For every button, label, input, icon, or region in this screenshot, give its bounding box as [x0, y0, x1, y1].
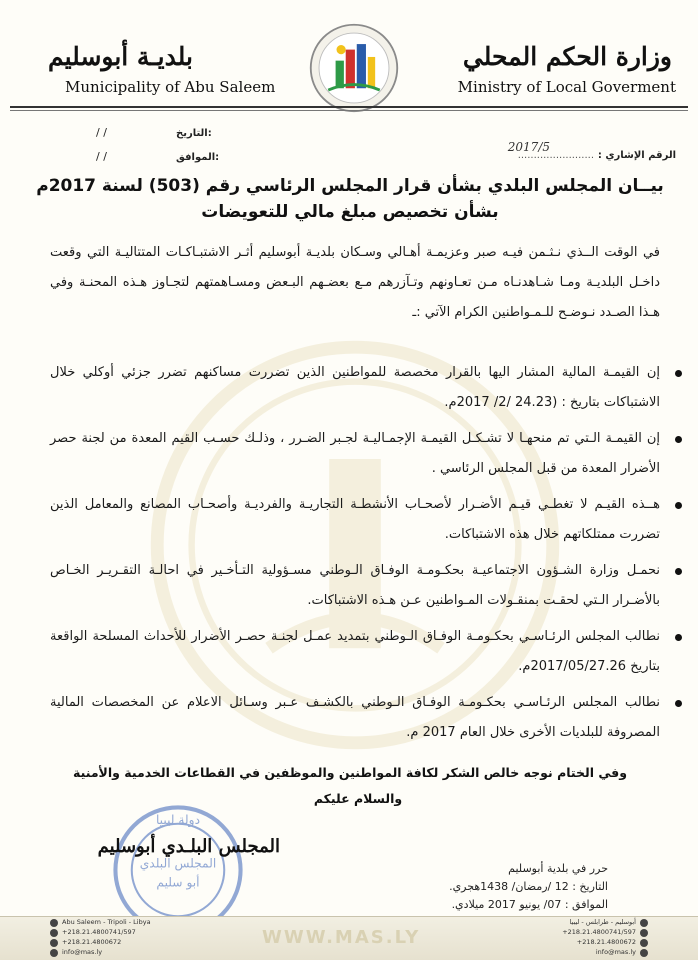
closing-salutation: والسلام عليكم [313, 791, 403, 806]
statement-title-line1: بيــان المجلس البلدي بشأن قرار المجلس الرئاسي رقم (503) لسنة 2017م [36, 176, 664, 196]
reference-dots: ........................ [517, 150, 594, 161]
list-item: نطالب المجلس الرئـاسـي بحكـومـة الوفـاق الـوطني بالكشـف عـبر وسـائل الاعلام عن المخصصات المالية المصروفة للبلديات الأخرى خلال العام 2017 م. [50, 688, 660, 748]
footer-phone2-en: +218.21.4800672 [62, 938, 122, 946]
corresponding-date-label: :الموافق [176, 152, 220, 163]
phone-icon [50, 929, 58, 937]
intro-paragraph: في الوقت الــذي نـثـمن فيـه صبر وعزيمـة أهـالي وسـكان بلديـة أبوسليم أثـر الاشتبـاكـات المتتاليـة التي وقعت داخـل البلديـة ومـا شـاهدنـاه مـن تعـاونهم وتـآزرهم مـع بعضـهم البـعض ومسـاهمتهم لتجـاوز هـذه المحنـة وفي هـذا الصـدد نـوضـح للـمـواطنين الكرام الآتي :ـ [50, 245, 660, 320]
list-item: نطالب المجلس الرئـاسـي بحكـومـة الوفـاق الـوطني بتمديد عمـل لجنـة حصـر الأضرار للأحداث المسلحة الواقعة بتاريخ 2017/05/27.26م. [50, 622, 660, 682]
list-item: هــذه القيـم لا تغطـي قيـم الأضـرار لأصحـاب الأنشطـة التجاريـة والفرديـة وأصحـاب المصانع والمعامل الذين تضررت ممتلكاتهم خلال هذه الاشتباكات. [50, 490, 660, 550]
fax-icon [50, 939, 58, 947]
reference-number-value: 2017/5 [507, 140, 550, 154]
footer-phone1-ar: +218.21.4800741/597 [562, 928, 636, 936]
council-signature: المجلس البلـدي أبوسليم [97, 836, 280, 857]
reference-number-label: الرقم الإشاري : [597, 150, 676, 161]
date-placeholder: / / [96, 126, 107, 139]
municipality-logo-icon [308, 22, 400, 114]
issued-place: حرر في بلدية أبوسليم [508, 862, 608, 875]
header-divider [10, 106, 688, 108]
date-label: :التاريخ [176, 128, 212, 139]
email-icon [640, 949, 648, 957]
ministry-name-english: Ministry of Local Goverment [457, 78, 676, 96]
municipality-name-arabic: بلديـة أبوسليم [48, 42, 193, 71]
issued-hijri-date: التاريخ : 12 /رمضان/ 1438هجري. [449, 880, 608, 893]
stamp-ring-top: دولة ليبيا [155, 812, 201, 827]
footer-email-ar: info@mas.ly [595, 948, 636, 956]
fax-icon [640, 939, 648, 947]
list-item: إن القيمـة المالية المشار اليها بالقرار مخصصة للمواطنين الذين تضررت مساكنهم تضرر جزئي أوكلي خلال الاشتباكات بتاريخ : (24.23 /2/ 2017م. [50, 358, 660, 418]
phone-icon [640, 929, 648, 937]
letter-footer [0, 916, 698, 960]
stamp-center-line2: أبو سليم [156, 875, 200, 890]
location-icon [50, 919, 58, 927]
footer-email-en: info@mas.ly [62, 948, 103, 956]
footer-address-ar: أبوسليم - طرابلس - ليبيا [569, 918, 636, 926]
location-icon [640, 919, 648, 927]
list-item: نحمـل وزارة الشـؤون الاجتماعيـة بحكـومـة الوفـاق الـوطني مسـؤولية التـأخـير في احالـة التقـريـر الخـاص بالأضـرار الـتي لحقـت بمنقـولات المـواطنين عـن هـذه الاشتباكات. [50, 556, 660, 616]
ministry-name-arabic: وزارة الحكم المحلي [462, 42, 672, 71]
email-icon [50, 949, 58, 957]
footer-address-en: Abu Saleem - Tripoli - Libya [62, 918, 151, 926]
footer-website: WWW.MAS.LY [262, 927, 421, 948]
footer-phone2-ar: +218.21.4800672 [576, 938, 636, 946]
statement-points-list [50, 358, 660, 754]
corresponding-date-placeholder: / / [96, 150, 107, 163]
issued-gregorian-date: الموافق : 07/ يونيو 2017 ميلادي. [451, 898, 608, 911]
footer-phone1-en: +218.21.4800741/597 [62, 928, 136, 936]
list-item: إن القيمـة الـتي تم منحهـا لا تشـكـل القيمـة الإجمـاليـة لجـبر الضـرر ، وذلـك حسـب القيم المعدة من لجنة حصر الأضرار المعدة من قبل المجلس الرئاسي . [50, 424, 660, 484]
statement-title-line2: بشأن تخصيص مبلغ مالي للتعويضات [201, 202, 499, 222]
stamp-center-line1: المجلس البلدي [139, 856, 217, 871]
municipality-name-english: Municipality of Abu Saleem [65, 78, 276, 96]
closing-thanks: وفي الختام نوجه خالص الشكر لكافة المواطنين والموظفين في القطاعات الخدمية والأمنية [73, 765, 627, 780]
header-divider-thin [10, 110, 688, 111]
